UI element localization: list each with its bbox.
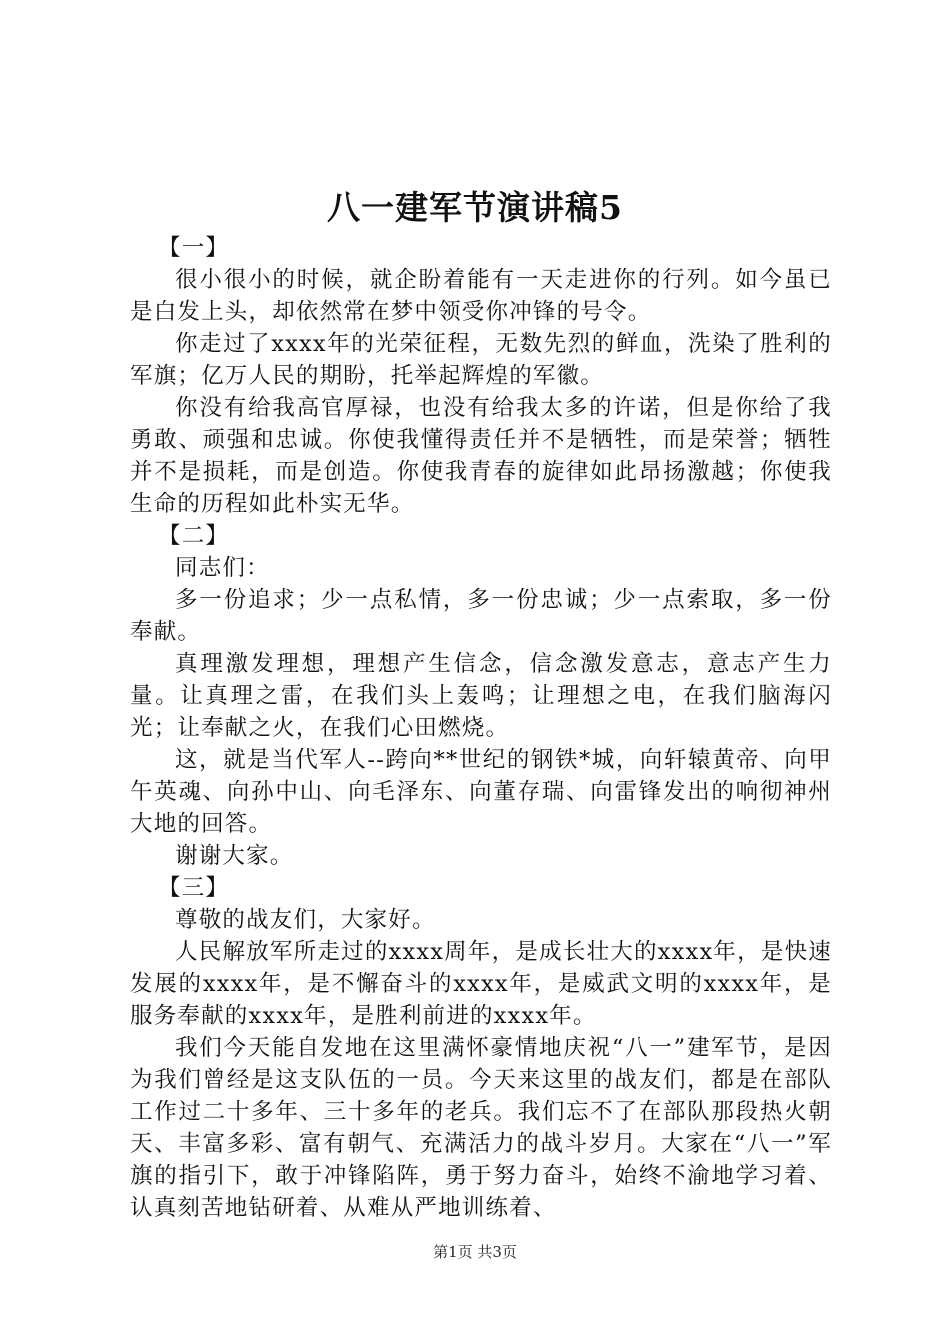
section-heading: 【二】	[158, 523, 230, 549]
paragraph: 真理激发理想，理想产生信念，信念激发意志，意志产生力量。让真理之雷，在我们头上轰鸣；让理想之电，在我们脑海闪光；让奉献之火，在我们心田燃烧。	[130, 651, 832, 741]
paragraph: 同志们：	[175, 555, 270, 581]
paragraph: 谢谢大家。	[175, 843, 294, 869]
paragraph: 很小很小的时候，就企盼着能有一天走进你的行列。如今虽已是白发上头，却依然常在梦中领受你冲锋的号令。	[130, 267, 832, 325]
section-heading: 【三】	[158, 875, 230, 901]
paragraph: 这，就是当代军人--跨向**世纪的钢铁*城，向轩辕黄帝、向甲午英魂、向孙中山、向毛泽东、向董存瑞、向雷锋发出的响彻神州大地的回答。	[130, 747, 832, 837]
document-body	[130, 232, 832, 1224]
document-title: 八一建军节演讲稿5	[327, 188, 623, 227]
paragraph: 你没有给我高官厚禄，也没有给我太多的许诺，但是你给了我勇敢、顽强和忠诚。你使我懂得责任并不是牺牲，而是荣誉；牺牲并不是损耗，而是创造。你使我青春的旋律如此昂扬激越；你使我生命的历程如此朴实无华。	[130, 395, 832, 517]
paragraph: 我们今天能自发地在这里满怀豪情地庆祝“八一”建军节，是因为我们曾经是这支队伍的一员。今天来这里的战友们，都是在部队工作过二十多年、三十多年的老兵。我们忘不了在部队那段热火朝天、丰富多彩、富有朝气、充满活力的战斗岁月。大家在“八一”军旗的指引下，敢于冲锋陷阵，勇于努力奋斗，始终不渝地学习着、认真刻苦地钻研着、从难从严地训练着、	[130, 1035, 832, 1221]
page-footer: 第1页 共3页	[433, 1243, 517, 1261]
paragraph: 多一份追求；少一点私情，多一份忠诚；少一点索取，多一份奉献。	[130, 587, 832, 645]
paragraph: 人民解放军所走过的xxxx周年，是成长壮大的xxxx年，是快速发展的xxxx年，是不懈奋斗的xxxx年，是威武文明的xxxx年，是服务奉献的xxxx年，是胜利前进的xxxx年。	[130, 939, 832, 1029]
paragraph: 你走过了xxxx年的光荣征程，无数先烈的鲜血，洗染了胜利的军旗；亿万人民的期盼，托举起辉煌的军徽。	[130, 331, 832, 389]
section-heading: 【一】	[158, 235, 230, 261]
paragraph: 尊敬的战友们，大家好。	[175, 907, 436, 933]
